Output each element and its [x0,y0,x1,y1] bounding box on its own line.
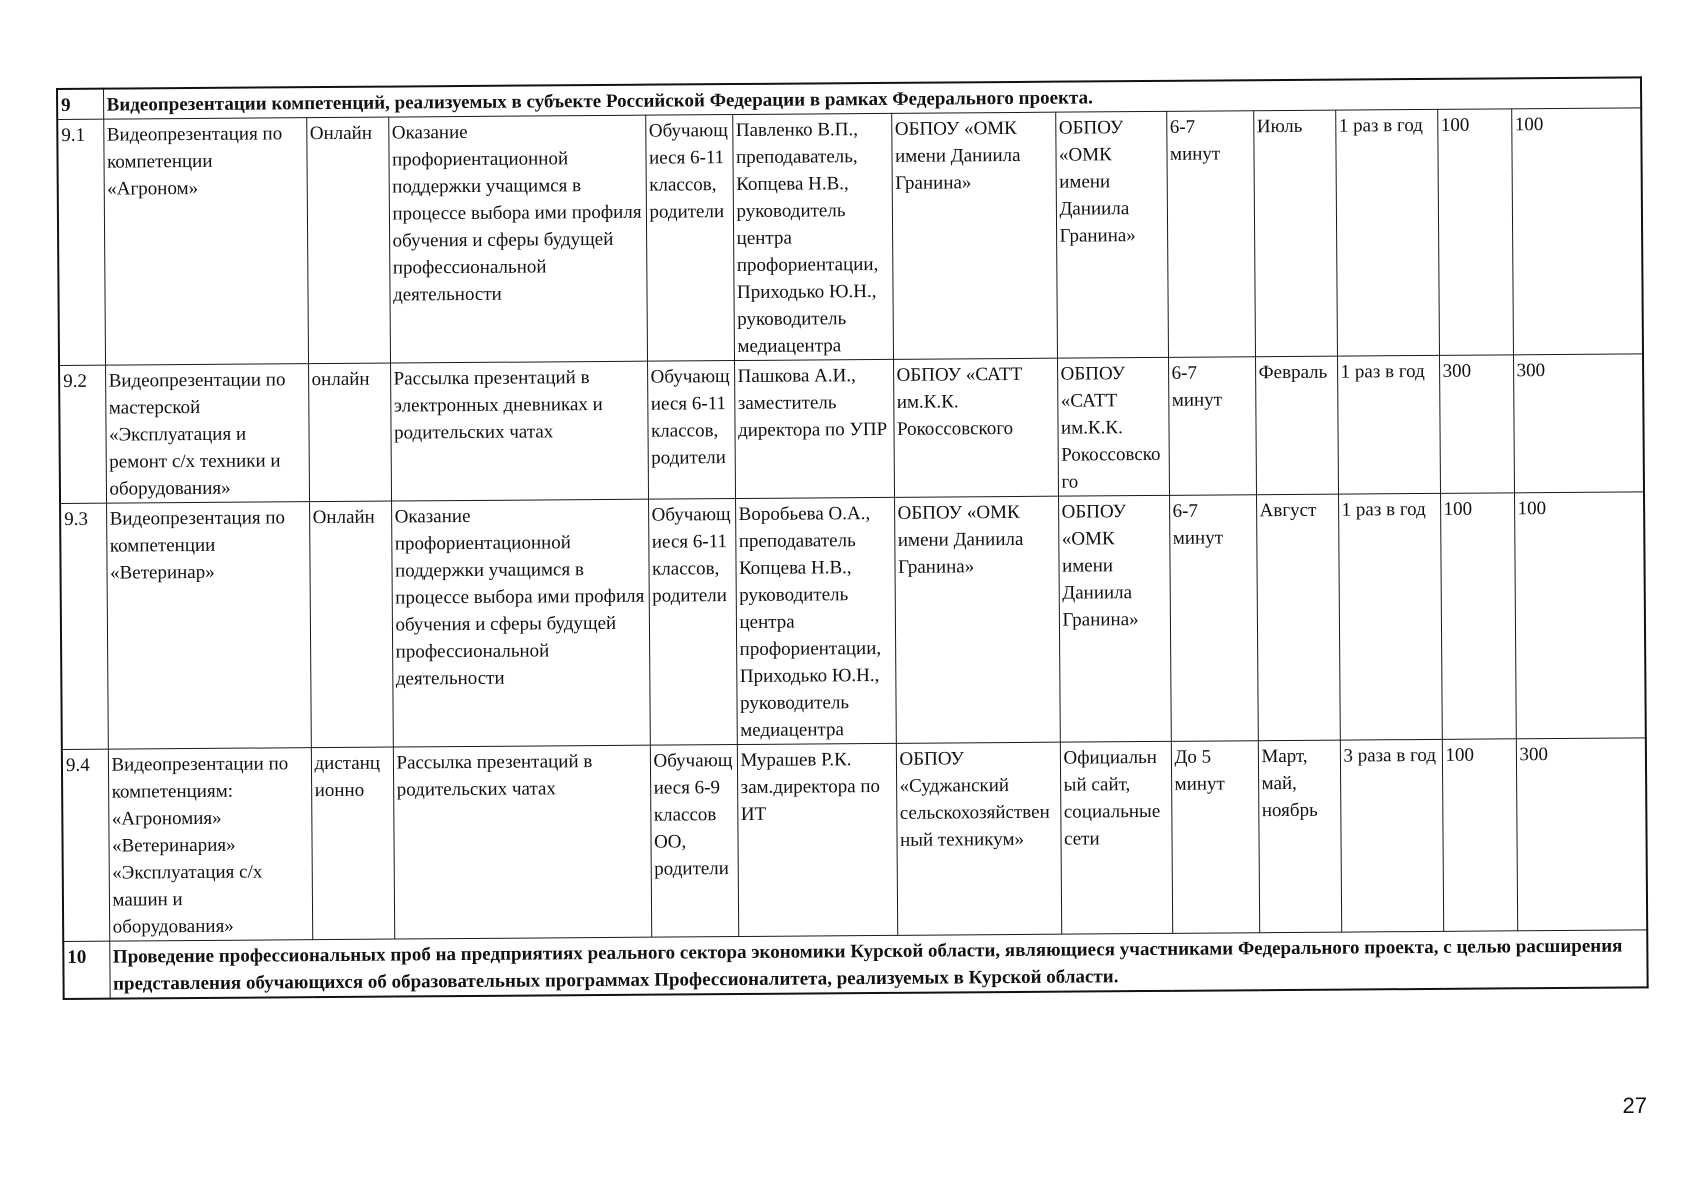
table-row [59,354,1644,504]
participant-count: 100 [1437,109,1513,356]
organizer: ОБПОУ «ОМК имени Даниила Гранина» [891,112,1057,359]
event-format: Онлайн [306,117,390,364]
coverage-count: 300 [1513,354,1644,493]
event-content: Оказание профориентационной поддержки учащимся в процессе выбора ими профиля обучения и сферы будущей профессиональной деятельности [391,499,650,747]
event-content: Оказание профориентационной поддержки учащимся в процессе выбора ими профиля обучения и сферы будущей профессиональной деятельности [388,115,647,363]
duration: До 5 минут [1171,741,1259,934]
coverage-count: 100 [1511,108,1643,355]
row-number: 9.4 [62,749,109,941]
row-number: 9.1 [57,119,105,365]
event-name: Видеопрезентация по компетенции «Агроном» [103,118,308,365]
responsible-persons: Пашкова А.И., заместитель директора по УПР [734,359,894,498]
participant-count: 300 [1439,355,1514,494]
page-number: 27 [1622,1093,1647,1118]
period: Июль [1253,110,1337,357]
frequency: 1 раз в год [1335,109,1439,356]
organizer: ОБПОУ «САТТ им.К.К. Рокоссовского [893,358,1058,497]
venue: ОБПОУ «ОМК имени Даниила Гранина» [1058,495,1171,742]
coverage-count: 100 [1514,492,1646,739]
duration: 6-7 минут [1166,111,1255,358]
coverage-count: 300 [1516,738,1648,931]
responsible-persons: Павленко В.П., преподаватель, Копцева Н.В., руководитель центра профориентации, Приходько Ю.Н., руководитель медиацентра [732,113,893,360]
event-name: Видеопрезентации по компетенциям: «Агрономия» «Ветеринария» «Эксплуатация с/х машин и оборудования» [108,748,312,941]
period: Февраль [1255,356,1338,495]
target-audience: Обучающиеся 6-9 классов ОО, родители [650,745,738,938]
target-audience: Обучающиеся 6-11 классов, родители [645,115,734,362]
period: Август [1256,494,1340,741]
event-format: онлайн [308,363,391,502]
table-row [60,492,1646,750]
organizer: ОБПОУ «Суджанский сельскохозяйственный техникум» [896,742,1061,935]
period: Март, май, ноябрь [1258,740,1341,933]
target-audience: Обучающиеся 6-11 классов, родители [647,361,735,500]
section-10-row [63,930,1648,999]
event-name: Видеопрезентации по мастерской «Эксплуатация и ремонт с/х техники и оборудования» [105,364,309,503]
participant-count: 100 [1442,739,1517,932]
event-format: Онлайн [309,501,393,748]
activities-table [56,76,1649,1000]
responsible-persons: Мурашев Р.К. зам.директора по ИТ [737,743,897,936]
section-number: 10 [63,941,109,999]
section-title: Видеопрезентации компетенций, реализуемых в субъекте Российской Федерации в рамках Федерального проекта. [103,77,1641,119]
venue: ОБПОУ «ОМК имени Даниила Гранина» [1055,111,1168,358]
section-number: 9 [57,89,103,120]
event-format: дистанционно [311,747,394,940]
responsible-persons: Воробьева О.А., преподаватель Копцева Н.В., руководитель центра профориентации, Приходько Ю.Н., руководитель медиацентра [735,497,896,744]
section-title: Проведение профессиональных проб на предприятиях реального сектора экономики Курской области, являющиеся участниками Федерального проекта, с целью расширения представления обучающихся об образовательных программах Профессионалитета, реализуемых в Курской области. [109,930,1648,999]
event-content: Рассылка презентаций в электронных дневниках и родительских чатах [390,361,648,501]
duration: 6-7 минут [1168,357,1256,496]
venue: Официальный сайт, социальные сети [1060,741,1172,934]
frequency: 3 раза в год [1340,739,1443,932]
target-audience: Обучающиеся 6-11 классов, родители [648,499,737,746]
duration: 6-7 минут [1169,495,1258,742]
participant-count: 100 [1440,493,1516,740]
frequency: 1 раз в год [1338,493,1442,740]
frequency: 1 раз в год [1337,355,1440,494]
venue: ОБПОУ «САТТ им.К.К. Рокоссовского [1057,357,1169,496]
row-number: 9.2 [59,365,106,503]
table-row [62,738,1648,942]
event-content: Рассылка презентаций в родительских чатах [393,745,651,939]
organizer: ОБПОУ «ОМК имени Даниила Гранина» [894,496,1060,743]
table-row [57,108,1643,366]
document-sheet [56,76,1647,1000]
event-name: Видеопрезентация по компетенции «Ветеринар» [106,502,311,749]
row-number: 9.3 [60,503,108,749]
